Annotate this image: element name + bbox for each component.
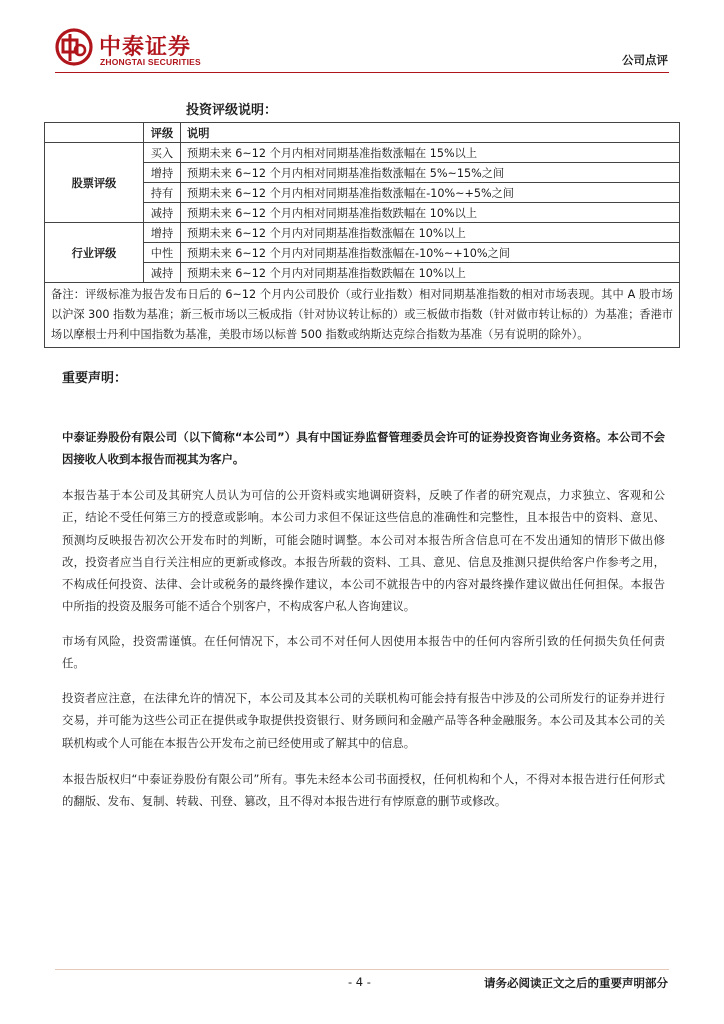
page-header: [0, 0, 724, 80]
desc-cell: 预期未来 6~12 个月内相对同期基准指数跌幅在 10%以上: [181, 203, 680, 223]
desc-cell: 预期未来 6~12 个月内对同期基准指数涨幅在 10%以上: [181, 223, 680, 243]
header-grade: 评级: [144, 123, 181, 143]
zhongtai-logo-icon: [55, 28, 93, 66]
table-row: [45, 143, 680, 163]
stock-rating-label: 股票评级: [45, 143, 144, 223]
disclaimer-title: 重要声明：: [62, 371, 128, 386]
footer-divider: [55, 969, 669, 970]
disclaimer-paragraph-license: 中泰证券股份有限公司（以下简称“本公司”）具有中国证券监督管理委员会许可的证券投资咨询业务资格。本公司不会因接收人收到本报告而视其为客户。: [62, 430, 665, 467]
desc-cell: 预期未来 6~12 个月内对同期基准指数跌幅在 10%以上: [181, 263, 680, 283]
header-desc: 说明: [181, 123, 680, 143]
rating-table-header-row: [45, 123, 680, 143]
industry-rating-label: 行业评级: [45, 223, 144, 283]
desc-cell: 预期未来 6~12 个月内相对同期基准指数涨幅在-10%~+5%之间: [181, 183, 680, 203]
page-number: - 4 -: [348, 975, 371, 989]
desc-cell: 预期未来 6~12 个月内相对同期基准指数涨幅在 15%以上: [181, 143, 680, 163]
desc-cell: 预期未来 6~12 个月内对同期基准指数涨幅在-10%~+10%之间: [181, 243, 680, 263]
grade-cell: 中性: [144, 243, 181, 263]
brand-name-cn: 中泰证券: [99, 35, 192, 60]
table-row: [45, 283, 680, 348]
disclaimer-paragraph-copyright: 本报告版权归“中泰证券股份有限公司”所有。事先未经本公司书面授权，任何机构和个人，不得对本报告进行任何形式的翻版、发布、复制、转载、刊登、篡改，且不得对本报告进行有悖原意的删节或修改。: [62, 772, 665, 809]
rating-section-title: 投资评级说明：: [186, 103, 278, 118]
grade-cell: 增持: [144, 163, 181, 183]
grade-cell: 减持: [144, 203, 181, 223]
rating-note: 备注：评级标准为报告发布日后的 6~12 个月内公司股价（或行业指数）相对同期基准指数的相对市场表现。其中 A 股市场以沪深 300 指数为基准；新三板市场以三板成指（针对协议转让标的）或三板做市指数（针对做市转让标的）为基准；香港市场以摩根士丹利中国指数为基准，美股市场以标普 500 指数或纳斯达克综合指数为基准（另有说明的除外）。: [45, 283, 680, 348]
desc-cell: 预期未来 6~12 个月内相对同期基准指数涨幅在 5%~15%之间: [181, 163, 680, 183]
grade-cell: 减持: [144, 263, 181, 283]
footer-notice: 请务必阅读正文之后的重要声明部分: [484, 976, 668, 990]
brand-name-en: ZHONGTAI SECURITIES: [100, 57, 201, 67]
disclaimer-paragraph-risk: 市场有风险，投资需谨慎。在任何情况下，本公司不对任何人因使用本报告中的任何内容所引致的任何损失负任何责任。: [62, 634, 665, 671]
header-blank-cell: [45, 123, 144, 143]
rating-table: [44, 122, 680, 348]
disclaimer-paragraph-basis: 本报告基于本公司及其研究人员认为可信的公开资料或实地调研资料，反映了作者的研究观点，力求独立、客观和公正，结论不受任何第三方的授意或影响。本公司力求但不保证这些信息的准确性和完整性，且本报告中的资料、意见、预测均反映报告初次公开发布时的判断，可能会随时调整。本公司对本报告所含信息可在不发出通知的情形下做出修改，投资者应当自行关注相应的更新或修改。本报告所载的资料、工具、意见、信息及推测只提供给客户作参考之用，不构成任何投资、法律、会计或税务的最终操作建议，本公司不就报告中的内容对最终操作建议做出任何担保。本报告中所指的投资及服务可能不适合个别客户，不构成客户私人咨询建议。: [62, 488, 665, 614]
disclaimer-paragraph-holdings: 投资者应注意，在法律允许的情况下，本公司及其本公司的关联机构可能会持有报告中涉及的公司所发行的证券并进行交易，并可能为这些公司正在提供或争取提供投资银行、财务顾问和金融产品等各种金融服务。本公司及其本公司的关联机构或个人可能在本报告公开发布之前已经使用或了解其中的信息。: [62, 691, 665, 750]
document-type-label: 公司点评: [622, 53, 668, 67]
grade-cell: 持有: [144, 183, 181, 203]
grade-cell: 买入: [144, 143, 181, 163]
header-divider: [55, 72, 669, 73]
table-row: [45, 223, 680, 243]
grade-cell: 增持: [144, 223, 181, 243]
